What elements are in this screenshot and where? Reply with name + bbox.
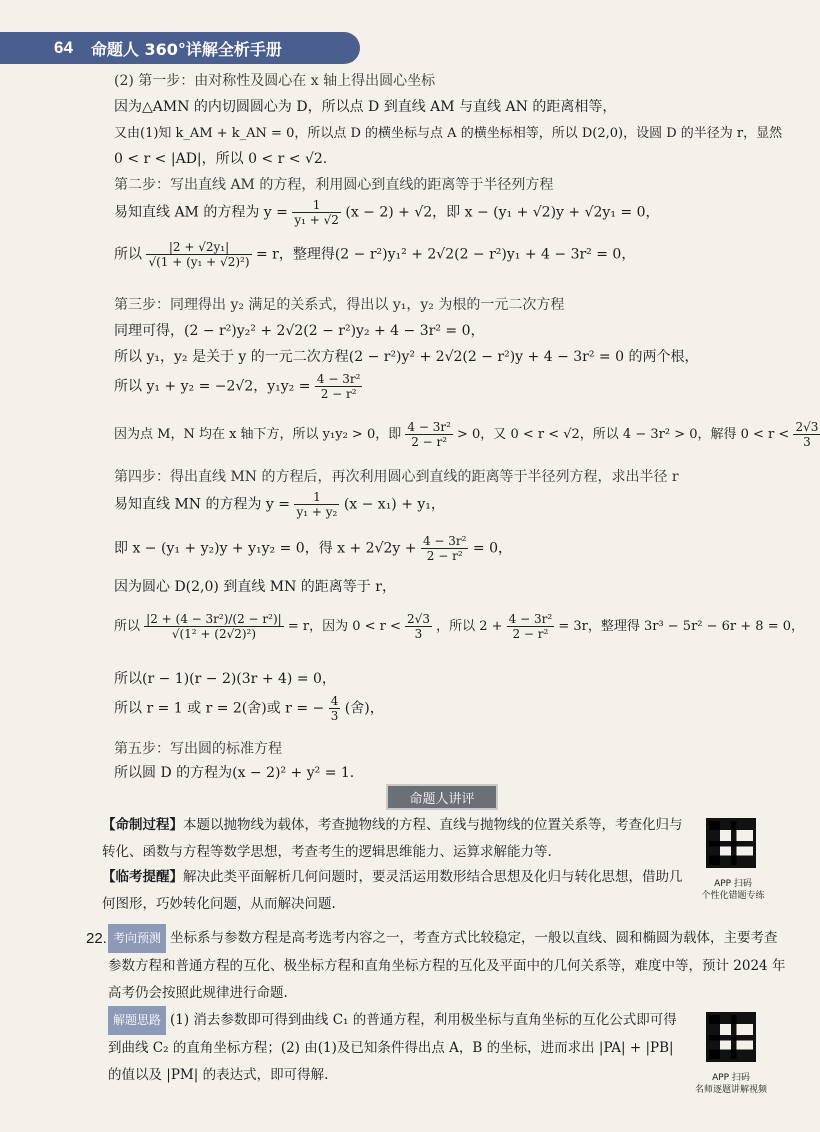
fraction	[507, 612, 555, 641]
fraction	[421, 534, 469, 563]
numerator: 4 − 3r²	[422, 534, 467, 548]
solution-line: 所以圆 D 的方程为(x − 2)² + y² = 1.	[114, 765, 355, 781]
text: > 0，又 0 < r < √2，所以 4 − 3r² > 0，解得 0 < r <	[457, 427, 790, 442]
text: = r，整理得(2 − r²)y₁² + 2√2(2 − r²)y₁ + 4 − 3r² = 0，	[255, 246, 636, 263]
text: (舍)，	[344, 700, 384, 717]
numerator: 2√3	[795, 420, 819, 434]
equation-line	[114, 420, 820, 449]
denominator: y₁ + √2	[294, 213, 339, 227]
book-title: 命题人 360°详解全析手册	[90, 39, 282, 59]
text: 所以 r = 1 或 r = 2(舍)或 r = −	[114, 700, 325, 717]
question-approach	[108, 1006, 688, 1089]
solution-line: 所以 y₁，y₂ 是关于 y 的一元二次方程(2 − r²)y² + 2√2(2 − r²)y + 4 − 3r² = 0 的两个根，	[114, 349, 699, 365]
text: = 0，	[472, 540, 512, 557]
approach-tag: 解题思路	[108, 1006, 166, 1035]
qr-caption	[686, 1072, 776, 1096]
equation-line	[114, 240, 635, 269]
solution-step: 第三步：同理得出 y₂ 满足的关系式，得出以 y₁，y₂ 为根的一元二次方程	[114, 297, 565, 313]
equation-line	[114, 694, 384, 723]
text: = r，因为 0 < r <	[287, 619, 401, 634]
solution-step: 第二步：写出直线 AM 的方程，利用圆心到直线的距离等于半径列方程	[114, 177, 554, 193]
forecast-tag: 考向预测	[108, 924, 166, 953]
solution-line: 又由(1)知 k_AM + k_AN = 0，所以点 D 的横坐标与点 A 的横坐标相等，所以 D(2,0)，设圆 D 的半径为 r，显然	[114, 126, 783, 141]
text: (1) 消去参数即可得到曲线 C₁ 的普通方程，利用极坐标与直角坐标的互化公式即可得到曲线 C₂ 的直角坐标方程；(2) 由(1)及已知条件得出点 A，B 的坐标，进而求出 |PA| + |PB| 的值以及 |PM| 的表达式，即可得解.	[108, 1012, 677, 1083]
text: (x − x₁) + y₁，	[343, 496, 445, 513]
caption-line: APP 扫码	[712, 1073, 750, 1083]
text: 即 x − (y₁ + y₂)y + y₁y₂ = 0，得 x + 2√2y +	[114, 540, 417, 557]
denominator: √(1² + (2√2)²)	[171, 627, 257, 641]
page-header	[0, 32, 360, 64]
text: ，所以 2 +	[436, 619, 503, 634]
denominator: √(1 + (y₁ + √2)²)	[148, 255, 250, 269]
text: 本题以抛物线为载体，考查抛物线的方程、直线与抛物线的位置关系等，考查化归与转化、函数与方程等数学思想，考查考生的逻辑思维能力、运算求解能力等.	[102, 817, 683, 860]
qr-caption	[688, 878, 778, 902]
numerator: 4	[330, 694, 339, 708]
fraction	[793, 420, 820, 449]
text: 解决此类平面解析几何问题时，要灵活运用数形结合思想及化归与转化思想，借助几何图形，巧妙转化问题，从而解决问题.	[102, 869, 683, 912]
solution-line: 因为△AMN 的内切圆圆心为 D，所以点 D 到直线 AM 与直线 AN 的距离相等，	[114, 99, 617, 115]
denominator: 2 − r²	[512, 627, 549, 641]
fraction	[329, 694, 341, 723]
denominator: 3	[414, 627, 423, 641]
denominator: 2 − r²	[320, 387, 357, 401]
text: = 3r，整理得 3r³ − 5r² − 6r + 8 = 0，	[558, 619, 805, 634]
solution-line: 0 < r < |AD|，所以 0 < r < √2.	[114, 151, 328, 167]
equation-line	[114, 612, 804, 641]
solution-step: 第四步：得出直线 MN 的方程后，再次利用圆心到直线的距离等于半径列方程，求出半径 r	[114, 469, 679, 485]
label: 【临考提醒】	[102, 869, 183, 885]
qr-code-icon[interactable]	[706, 818, 756, 868]
numerator: 4 − 3r²	[407, 420, 451, 434]
equation-line	[114, 198, 659, 227]
solution-line: 所以(r − 1)(r − 2)(3r + 4) = 0，	[114, 671, 336, 687]
denominator: 2 − r²	[426, 549, 463, 563]
fraction	[294, 490, 339, 519]
question-number: 22.	[86, 930, 107, 947]
solution-line: 因为圆心 D(2,0) 到直线 MN 的距离等于 r，	[114, 579, 396, 595]
commentary-banner: 命题人讲评	[386, 784, 498, 810]
equation-line	[114, 490, 445, 519]
qr-code-icon[interactable]	[706, 1012, 756, 1062]
caption-line: 个性化错题专练	[701, 891, 765, 901]
equation-line	[114, 534, 512, 563]
fraction	[144, 612, 284, 641]
text: 所以	[114, 619, 141, 634]
numerator: 4 − 3r²	[508, 612, 553, 626]
numerator: 1	[292, 198, 341, 213]
label: 【命制过程】	[102, 817, 183, 833]
page-number: 64	[54, 38, 73, 57]
numerator: |2 + √2y₁|	[146, 240, 251, 255]
denominator: y₁ + y₂	[296, 505, 338, 519]
fraction	[146, 240, 251, 269]
text: 易知直线 AM 的方程为 y =	[114, 204, 288, 221]
solution-line: 同理可得，(2 − r²)y₂² + 2√2(2 − r²)y₂ + 4 − 3r² = 0，	[114, 323, 485, 339]
text: 因为点 M，N 均在 x 轴下方，所以 y₁y₂ > 0，即	[114, 427, 402, 442]
question-forecast	[108, 924, 788, 1007]
text: 易知直线 MN 的方程为 y =	[114, 496, 291, 513]
text: (x − 2) + √2，即 x − (y₁ + √2)y + √2y₁ = 0，	[345, 204, 660, 221]
caption-line: 名师逐题讲解视频	[694, 1085, 767, 1095]
denominator: 3	[803, 435, 811, 449]
commentary-process	[102, 812, 688, 866]
caption-line: APP 扫码	[714, 879, 752, 889]
denominator: 3	[330, 709, 339, 723]
solution-line: (2) 第一步：由对称性及圆心在 x 轴上得出圆心坐标	[114, 73, 436, 89]
numerator: |2 + (4 − 3r²)/(2 − r²)|	[146, 612, 282, 626]
numerator: 4 − 3r²	[316, 372, 361, 386]
text: 所以 y₁ + y₂ = −2√2，y₁y₂ =	[114, 378, 311, 395]
numerator: 1	[294, 490, 339, 505]
fraction	[405, 612, 432, 641]
fraction	[315, 372, 363, 401]
text: 坐标系与参数方程是高考选考内容之一，考查方式比较稳定，一般以直线、圆和椭圆为载体，主要考查参数方程和普通方程的互化、极坐标方程和直角坐标方程的互化及平面中的几何关系等，难度中等，预计 2024 年高考仍会按照此规律进行命题.	[108, 930, 786, 1001]
numerator: 2√3	[407, 612, 430, 626]
commentary-reminder	[102, 864, 688, 918]
text: 所以	[114, 246, 142, 263]
solution-step: 第五步：写出圆的标准方程	[114, 741, 282, 757]
equation-line	[114, 372, 362, 401]
denominator: 2 − r²	[411, 435, 448, 449]
fraction	[292, 198, 341, 227]
fraction	[405, 420, 453, 449]
